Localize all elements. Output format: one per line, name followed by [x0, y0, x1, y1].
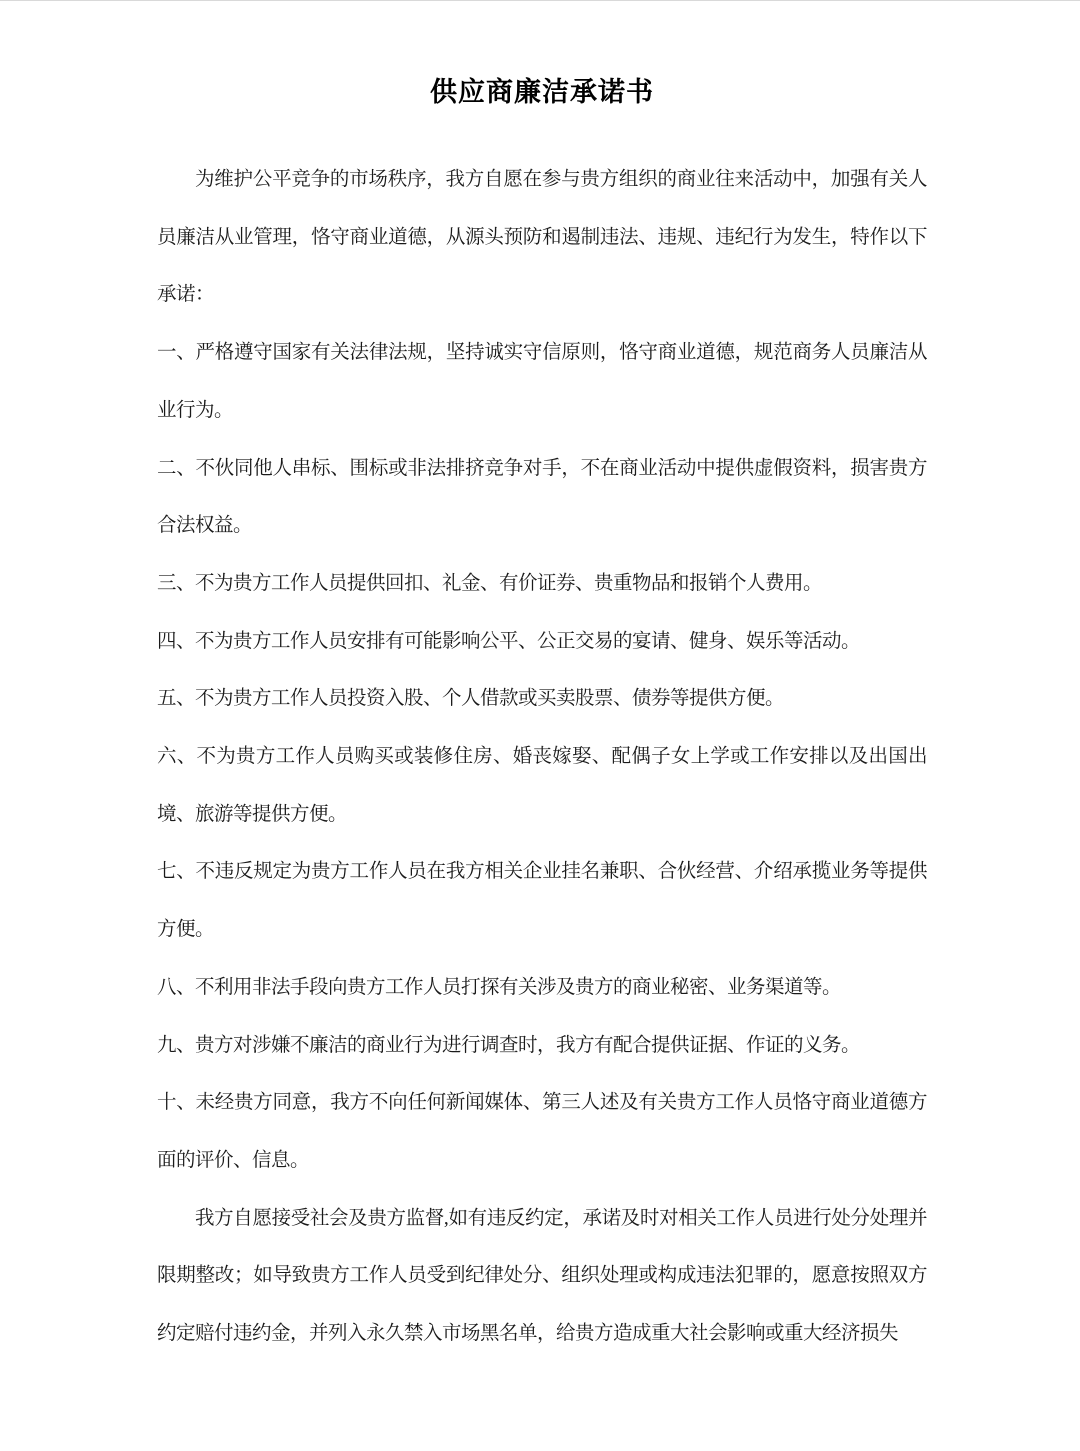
commitment-item-3: 三、不为贵方工作人员提供回扣、礼金、有价证券、贵重物品和报销个人费用。 [157, 572, 823, 594]
commitment-item-9: 九、贵方对涉嫌不廉洁的商业行为进行调查时，我方有配合提供证据、作证的义务。 [157, 1034, 861, 1056]
closing-paragraph: 我方自愿接受社会及贵方监督,如有违反约定，承诺及时对相关工作人员进行处分处理并限期整改；如导致贵方工作人员受到纪律处分、组织处理或构成违法犯罪的，愿意按照双方约定赔付违约金，并列入永久禁入市场黑名单，给贵方造成重大社会影响或重大经济损失 [157, 1207, 927, 1345]
document-body [157, 151, 927, 1363]
commitment-item-4: 四、不为贵方工作人员安排有可能影响公平、公正交易的宴请、健身、娱乐等活动。 [157, 630, 861, 652]
commitment-item-6: 六、不为贵方工作人员购买或装修住房、婚丧嫁娶、配偶子女上学或工作安排以及出国出境、旅游等提供方便。 [157, 746, 927, 825]
commitment-item-5: 五、不为贵方工作人员投资入股、个人借款或买卖股票、债券等提供方便。 [157, 688, 785, 710]
commitment-item-7: 七、不违反规定为贵方工作人员在我方相关企业挂名兼职、合伙经营、介绍承揽业务等提供方便。 [157, 861, 927, 941]
commitment-item-10: 十、未经贵方同意，我方不向任何新闻媒体、第三人述及有关贵方工作人员恪守商业道德方面的评价、信息。 [157, 1092, 927, 1171]
commitment-item-2: 二、不伙同他人串标、围标或非法排挤竞争对手，不在商业活动中提供虚假资料，损害贵方合法权益。 [157, 457, 927, 537]
commitment-item-1: 一、严格遵守国家有关法律法规，坚持诚实守信原则，恪守商业道德，规范商务人员廉洁从业行为。 [157, 342, 927, 421]
commitment-item-8: 八、不利用非法手段向贵方工作人员打探有关涉及贵方的商业秘密、业务渠道等。 [157, 976, 842, 998]
document-title: 供应商廉洁承诺书 [430, 77, 654, 107]
intro-paragraph: 为维护公平竞争的市场秩序，我方自愿在参与贵方组织的商业往来活动中，加强有关人员廉洁从业管理，恪守商业道德，从源头预防和遏制违法、违规、违纪行为发生，特作以下承诺： [157, 169, 927, 306]
